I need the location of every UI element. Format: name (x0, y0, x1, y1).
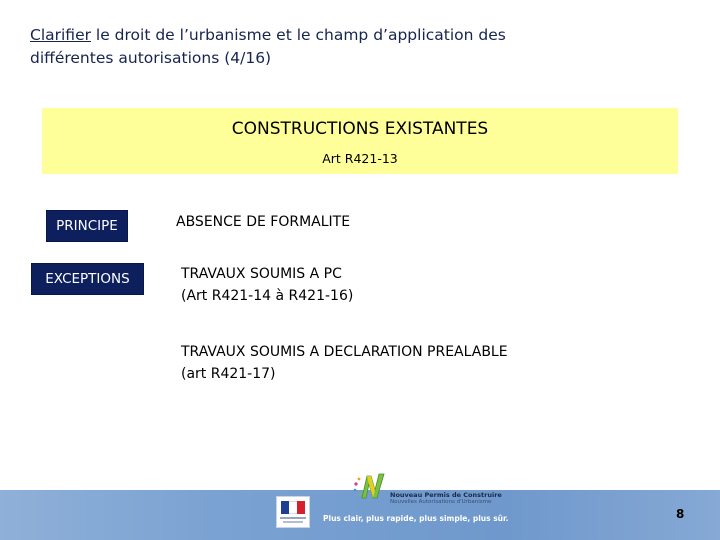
banner-reference: Art R421-13 (322, 151, 398, 166)
exceptions-label: EXCEPTIONS (31, 263, 144, 295)
logo-subtitle: Nouvelles Autorisations d'Urbanisme (390, 499, 492, 505)
republic-logo-icon (276, 496, 310, 528)
permis-logo-icon (352, 470, 388, 502)
title-line1-rest: le droit de l’urbanisme et le champ d’application des (90, 26, 506, 44)
title-line2: différentes autorisations (4/16) (30, 49, 272, 67)
exception-item-line1: TRAVAUX SOUMIS A PC (181, 266, 342, 282)
principe-text: ABSENCE DE FORMALITE (176, 214, 351, 230)
principe-label: PRINCIPE (46, 210, 128, 242)
title-underlined-word: Clarifier (30, 26, 91, 44)
exception-item-pc (181, 263, 353, 307)
page-number: 8 (676, 507, 685, 521)
exception-item-line2: (art R421-17) (181, 366, 276, 382)
exception-item-dp (181, 341, 508, 385)
highlight-banner (42, 108, 678, 174)
banner-heading: CONSTRUCTIONS EXISTANTES (231, 119, 489, 139)
exception-item-line2: (Art R421-14 à R421-16) (181, 288, 354, 304)
exception-item-line1: TRAVAUX SOUMIS A DECLARATION PREALABLE (181, 344, 508, 360)
slide-title (30, 24, 670, 70)
footer-slogan: Plus clair, plus rapide, plus simple, plus sûr. (323, 514, 509, 523)
logo-name: Nouveau Permis de Construire (390, 491, 502, 499)
